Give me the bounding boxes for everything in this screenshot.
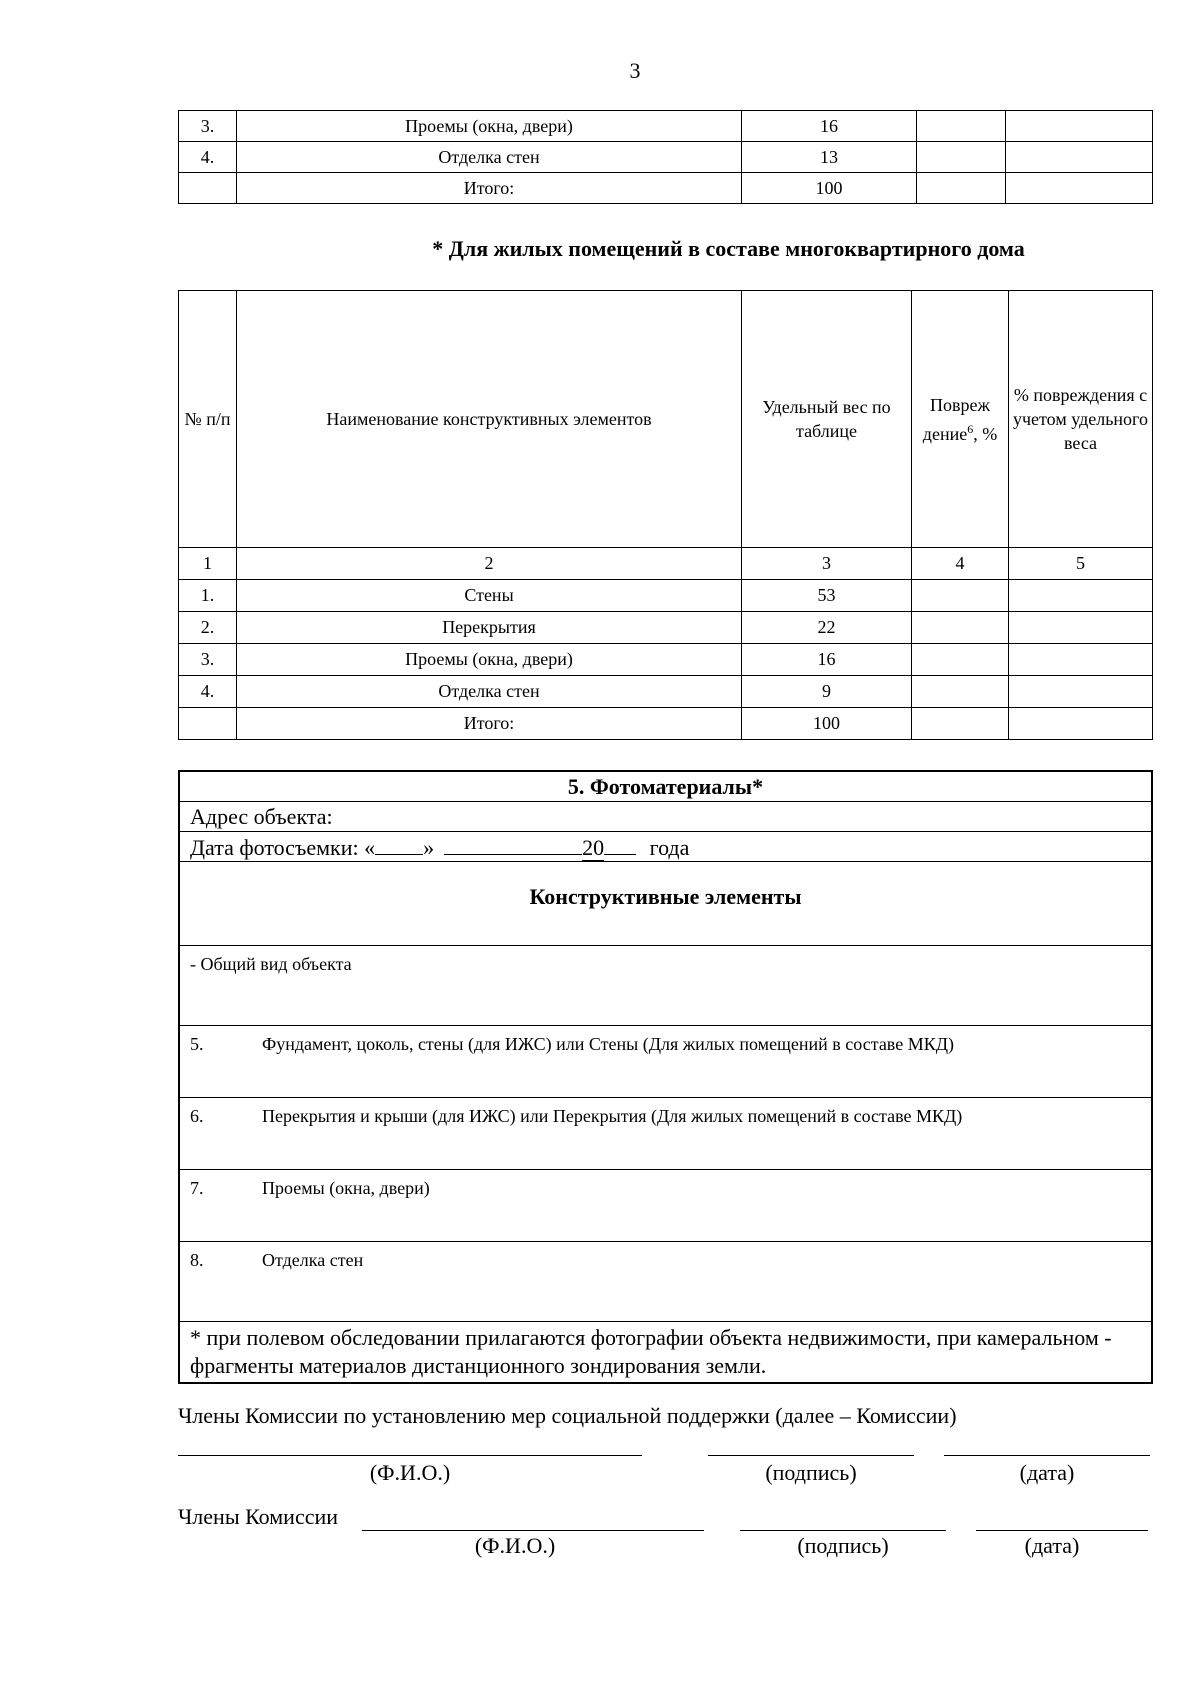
photo-item-row: [180, 1098, 1151, 1170]
item-number: 5.: [190, 1034, 204, 1054]
row-number: 4.: [179, 676, 237, 708]
table-header-row: [179, 291, 1153, 548]
photo-item-row: [180, 1026, 1151, 1098]
weighted-damage-cell: [1009, 644, 1153, 676]
row-number: 1.: [179, 580, 237, 612]
element-weight: 9: [742, 676, 912, 708]
section-title: * Для жилых помещений в составе многоквартирного дома: [432, 236, 1025, 261]
weighted-damage-cell: [1006, 111, 1153, 142]
item-text: Перекрытия и крыши (для ИЖС) или Перекрытия (Для жилых помещений в составе МКД): [262, 1106, 963, 1126]
element-weight: 100: [742, 708, 912, 740]
element-name: Итого:: [237, 708, 742, 740]
photo-item-row: [180, 1242, 1151, 1322]
close-quote: »: [423, 835, 435, 860]
damage-cell: [917, 111, 1006, 142]
fio-caption: (Ф.И.О.): [474, 1533, 556, 1558]
element-weight: 100: [742, 173, 917, 204]
element-weight: 53: [742, 580, 912, 612]
table-row: [179, 676, 1153, 708]
item-number: 6.: [190, 1106, 204, 1126]
column-number: 3: [742, 548, 912, 580]
year-suffix: года: [649, 835, 690, 860]
element-name: Проемы (окна, двери): [237, 644, 742, 676]
year-blank: [604, 832, 636, 855]
weighted-damage-cell: [1006, 142, 1153, 173]
header-damage-unit: , %: [973, 423, 998, 444]
fio-signature-line: [178, 1455, 642, 1456]
table-row: [179, 111, 1153, 142]
photo-materials-section: [178, 770, 1153, 1384]
element-weight: 16: [742, 111, 917, 142]
sign-caption: (подпись): [765, 1460, 857, 1485]
weighted-damage-cell: [1006, 173, 1153, 204]
year-prefix: 20: [582, 835, 605, 860]
damage-cell: [912, 644, 1009, 676]
day-blank: [375, 832, 423, 855]
commission-members-label: Члены Комиссии по установлению мер социальной поддержки (далее – Комиссии): [178, 1403, 957, 1428]
row-number: 3.: [179, 111, 237, 142]
element-name: Проемы (окна, двери): [237, 111, 742, 142]
address-line: [180, 802, 1151, 832]
table-row-total: [179, 173, 1153, 204]
element-name: Перекрытия: [237, 612, 742, 644]
header-weight: Удельный вес по таблице: [742, 291, 912, 548]
photo-footnote: * при полевом обследовании прилагаются фотографии объекта недвижимости, при камеральном - фрагменты материалов дистанционного зондирования земли.: [190, 1325, 1112, 1378]
header-weighted-damage: % повреждения с учетом удельного веса: [1009, 291, 1153, 548]
address-label: Адрес объекта:: [190, 804, 333, 829]
date-caption: (дата): [1024, 1533, 1080, 1558]
weighted-damage-cell: [1009, 580, 1153, 612]
header-name: Наименование конструктивных элементов: [237, 291, 742, 548]
date-caption: (дата): [1019, 1460, 1075, 1485]
column-number: 2: [237, 548, 742, 580]
damage-cell: [917, 142, 1006, 173]
item-number: 8.: [190, 1250, 204, 1270]
table-row: [179, 580, 1153, 612]
item-text: Отделка стен: [262, 1250, 364, 1270]
damage-cell: [917, 173, 1006, 204]
general-view-row: [180, 946, 1151, 1026]
photo-date-label: Дата фотосъемки: «: [190, 835, 376, 860]
item-text: Фундамент, цоколь, стены (для ИЖС) или Стены (Для жилых помещений в составе МКД): [262, 1034, 954, 1054]
photo-section-title: 5. Фотоматериалы*: [180, 772, 1151, 802]
damage-cell: [912, 612, 1009, 644]
weighted-damage-cell: [1009, 676, 1153, 708]
row-number: [179, 708, 237, 740]
row-number: 2.: [179, 612, 237, 644]
column-number-row: [179, 548, 1153, 580]
element-name: Итого:: [237, 173, 742, 204]
element-weight: 22: [742, 612, 912, 644]
continuation-table: [178, 110, 1153, 204]
element-weight: 13: [742, 142, 917, 173]
table-row: [179, 644, 1153, 676]
date-signature-line: [976, 1530, 1148, 1531]
element-name: Отделка стен: [237, 142, 742, 173]
element-name: Стены: [237, 580, 742, 612]
header-damage-text: Повреж дение: [922, 394, 990, 444]
damage-cell: [912, 580, 1009, 612]
item-text: Проемы (окна, двери): [262, 1178, 430, 1198]
date-signature-line: [944, 1455, 1150, 1456]
structural-elements-table: [178, 290, 1153, 740]
damage-cell: [912, 708, 1009, 740]
weighted-damage-cell: [1009, 708, 1153, 740]
commission-members-short-label: Члены Комиссии: [178, 1504, 339, 1529]
row-number: 3.: [179, 644, 237, 676]
footnote-marker: 6: [967, 421, 974, 436]
fio-signature-line: [362, 1530, 704, 1531]
page-number: 3: [629, 58, 641, 83]
element-name: Отделка стен: [237, 676, 742, 708]
item-number: 7.: [190, 1178, 204, 1198]
general-view-label: - Общий вид объекта: [190, 954, 352, 974]
sign-caption: (подпись): [797, 1533, 889, 1558]
row-number: [179, 173, 237, 204]
fio-caption: (Ф.И.О.): [369, 1460, 451, 1485]
header-damage: [912, 291, 1009, 548]
month-blank: [444, 832, 582, 855]
column-number: 5: [1009, 548, 1153, 580]
table-row: [179, 142, 1153, 173]
photo-date-line: [180, 832, 1151, 862]
damage-cell: [912, 676, 1009, 708]
header-number: № п/п: [179, 291, 237, 548]
column-number: 4: [912, 548, 1009, 580]
element-weight: 16: [742, 644, 912, 676]
column-number: 1: [179, 548, 237, 580]
constructive-elements-title: Конструктивные элементы: [180, 862, 1151, 946]
row-number: 4.: [179, 142, 237, 173]
weighted-damage-cell: [1009, 612, 1153, 644]
table-row: [179, 612, 1153, 644]
sign-signature-line: [740, 1530, 946, 1531]
sign-signature-line: [708, 1455, 914, 1456]
photo-item-row: [180, 1170, 1151, 1242]
table-row-total: [179, 708, 1153, 740]
